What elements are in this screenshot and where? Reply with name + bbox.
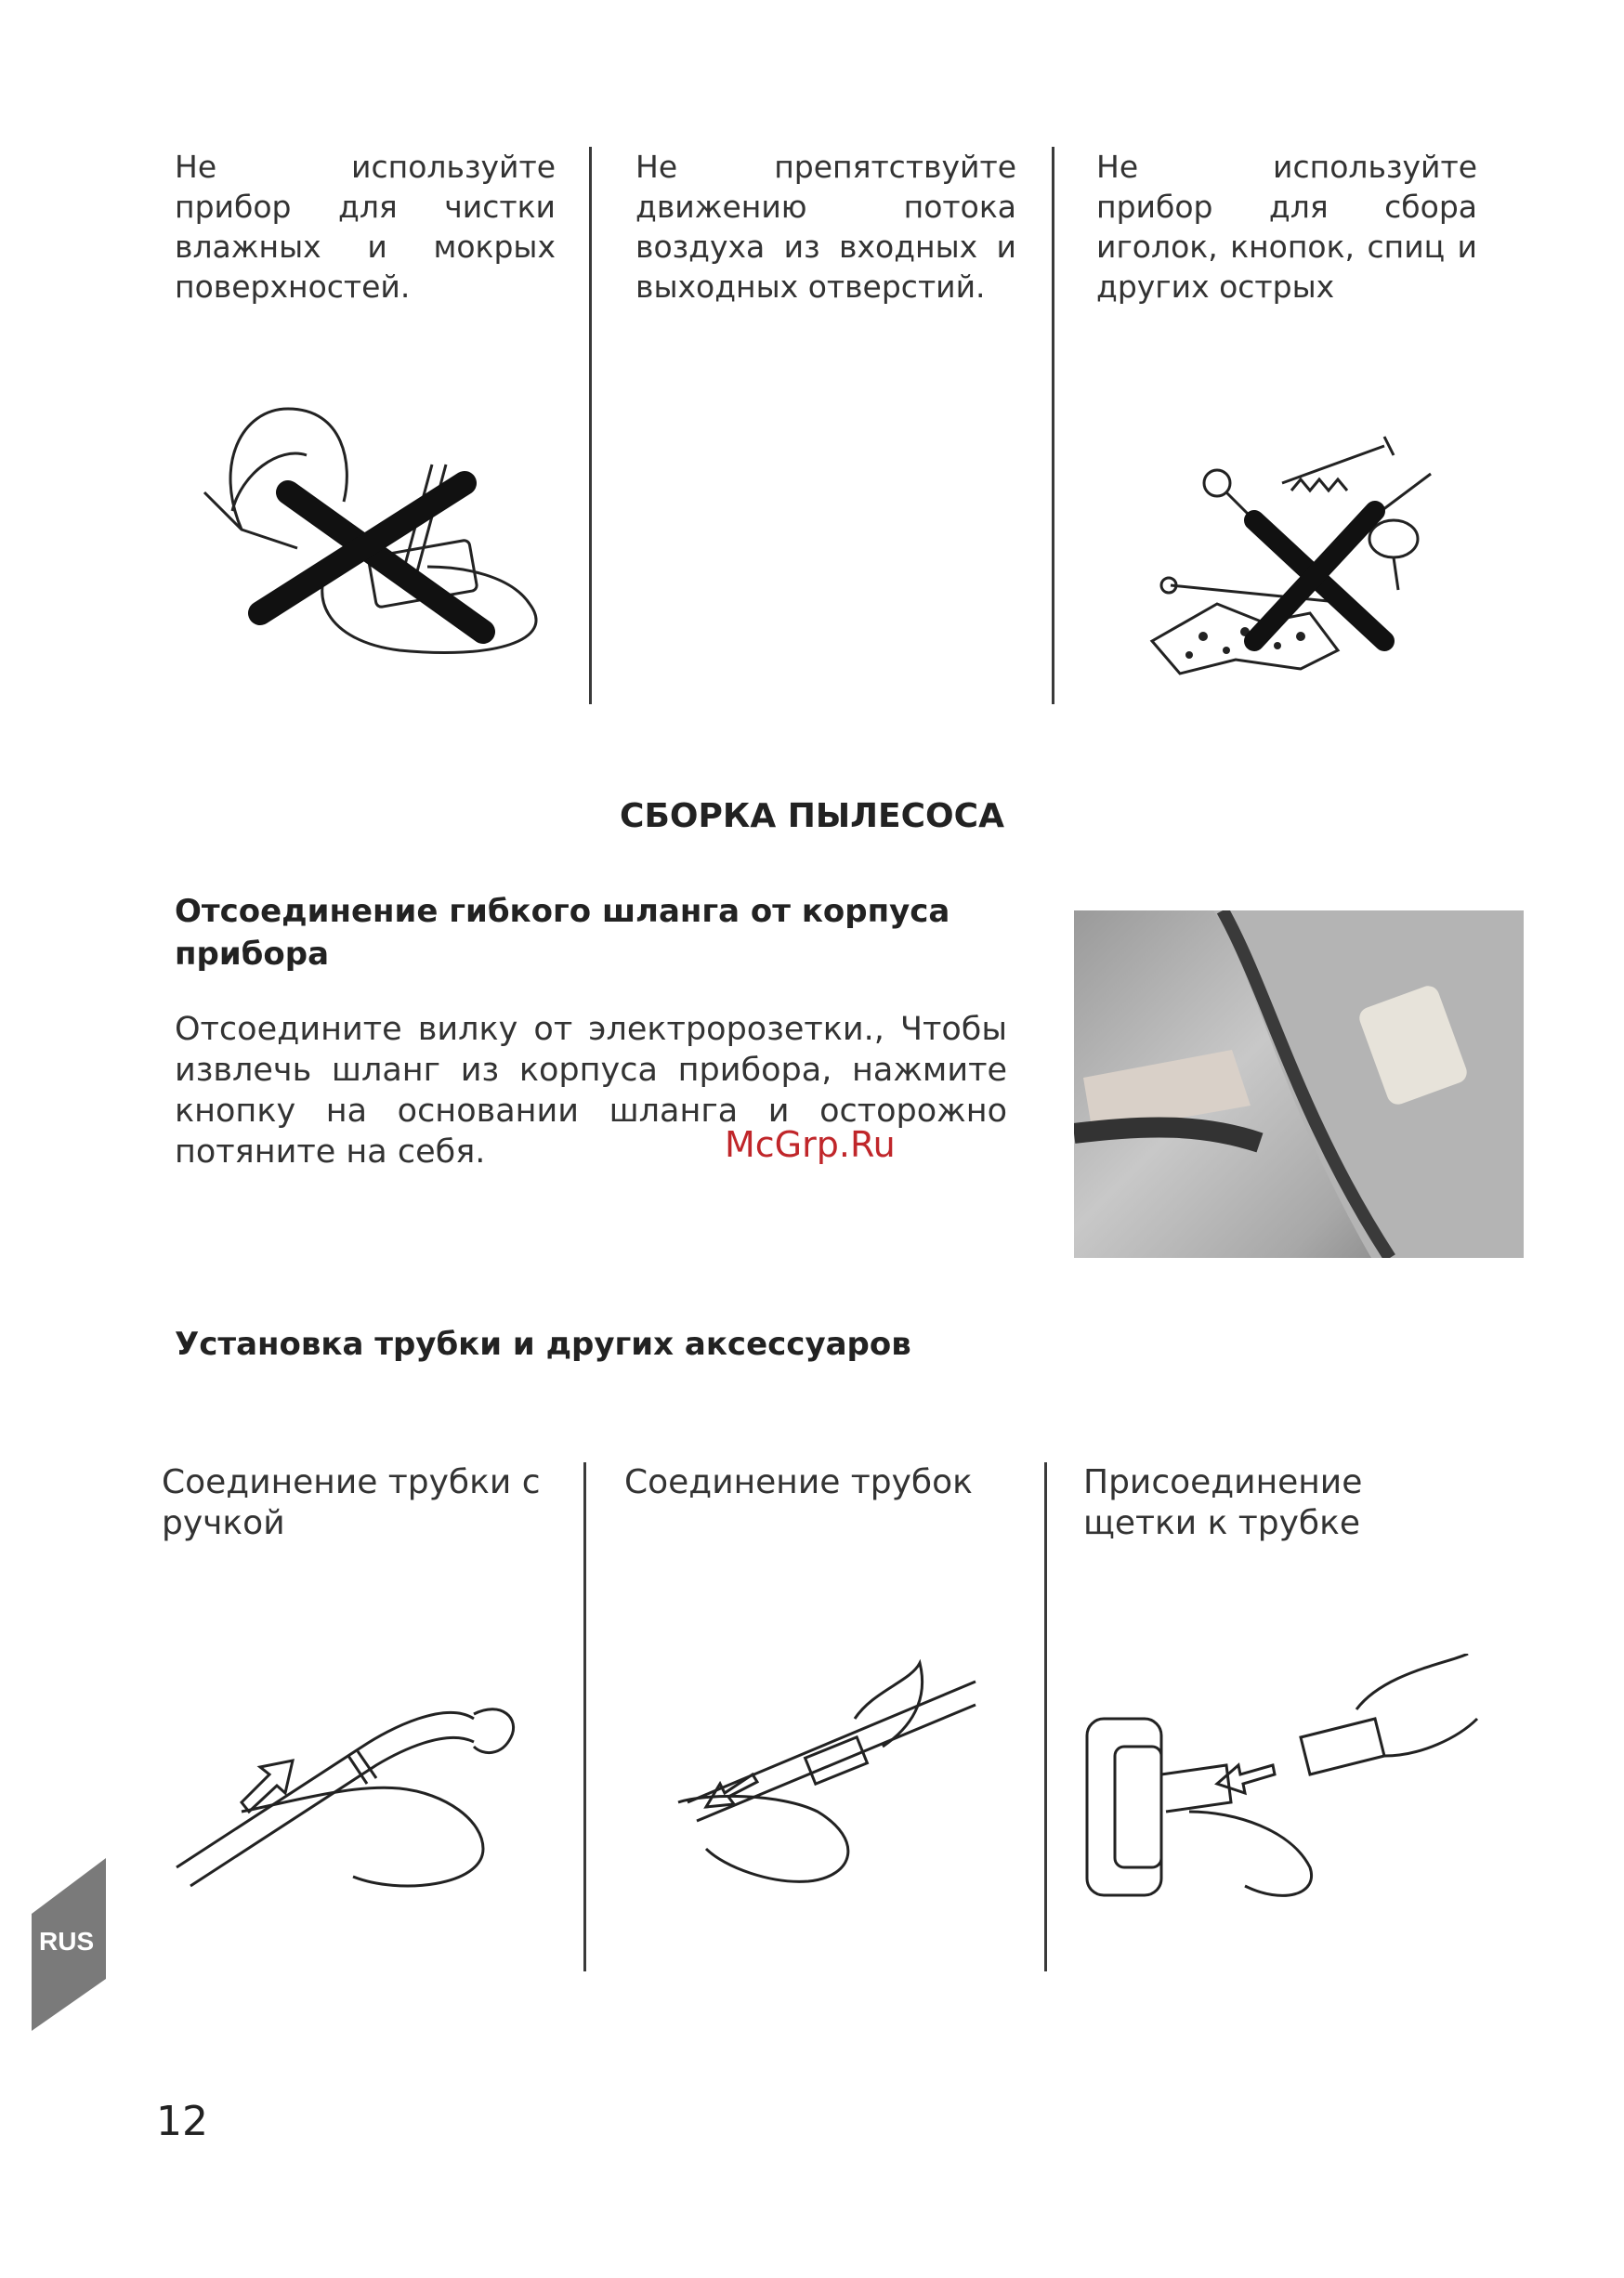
brush-attach-icon (1078, 1654, 1486, 1914)
hose-detach-body: Отсоедините вилку от электророзетки., Чтобы извлечь шланг из корпуса прибора, нажмите кнопку на основании шланга и осторожно потяните на себя. (175, 1011, 1007, 1171)
divider (1052, 147, 1054, 704)
wet-floor-crossed-icon (186, 390, 557, 678)
hose-detach-photo (1074, 910, 1524, 1258)
warning-text-sharp: Не используйте прибор для сбора иголок, кнопок, спиц и других острых (1096, 149, 1477, 305)
tube-handle-connect-icon (167, 1663, 557, 1905)
warning-text-wet: Не используйте прибор для чистки влажных и мокрых поверхностей. (175, 149, 556, 305)
watermark: McGrp.Ru (725, 1124, 896, 1165)
section-title: СБОРКА ПЫЛЕСОСА (620, 797, 1004, 835)
sharp-objects-crossed-icon (1115, 418, 1505, 687)
page-number: 12 (156, 2098, 208, 2145)
divider (1044, 1462, 1047, 1971)
tubes-connect-icon (669, 1644, 985, 1886)
caption-tube-handle: Соединение трубки с ручкой (162, 1463, 541, 1542)
language-tab-label: RUS (39, 1927, 95, 1956)
divider (589, 147, 592, 704)
warning-text-airflow: Не препятствуйте движению потока воздуха из входных и выходных отверстий. (635, 149, 1016, 305)
accessories-title: Установка трубки и других аксессуаров (175, 1326, 911, 1363)
hose-detach-title: Отсоединение гибкого шланга от корпуса прибора (175, 893, 950, 973)
caption-brush: Присоединение щетки к трубке (1083, 1463, 1363, 1542)
caption-tubes: Соединение трубок (624, 1463, 973, 1501)
divider (583, 1462, 586, 1971)
photo-illustration (1074, 910, 1524, 1258)
